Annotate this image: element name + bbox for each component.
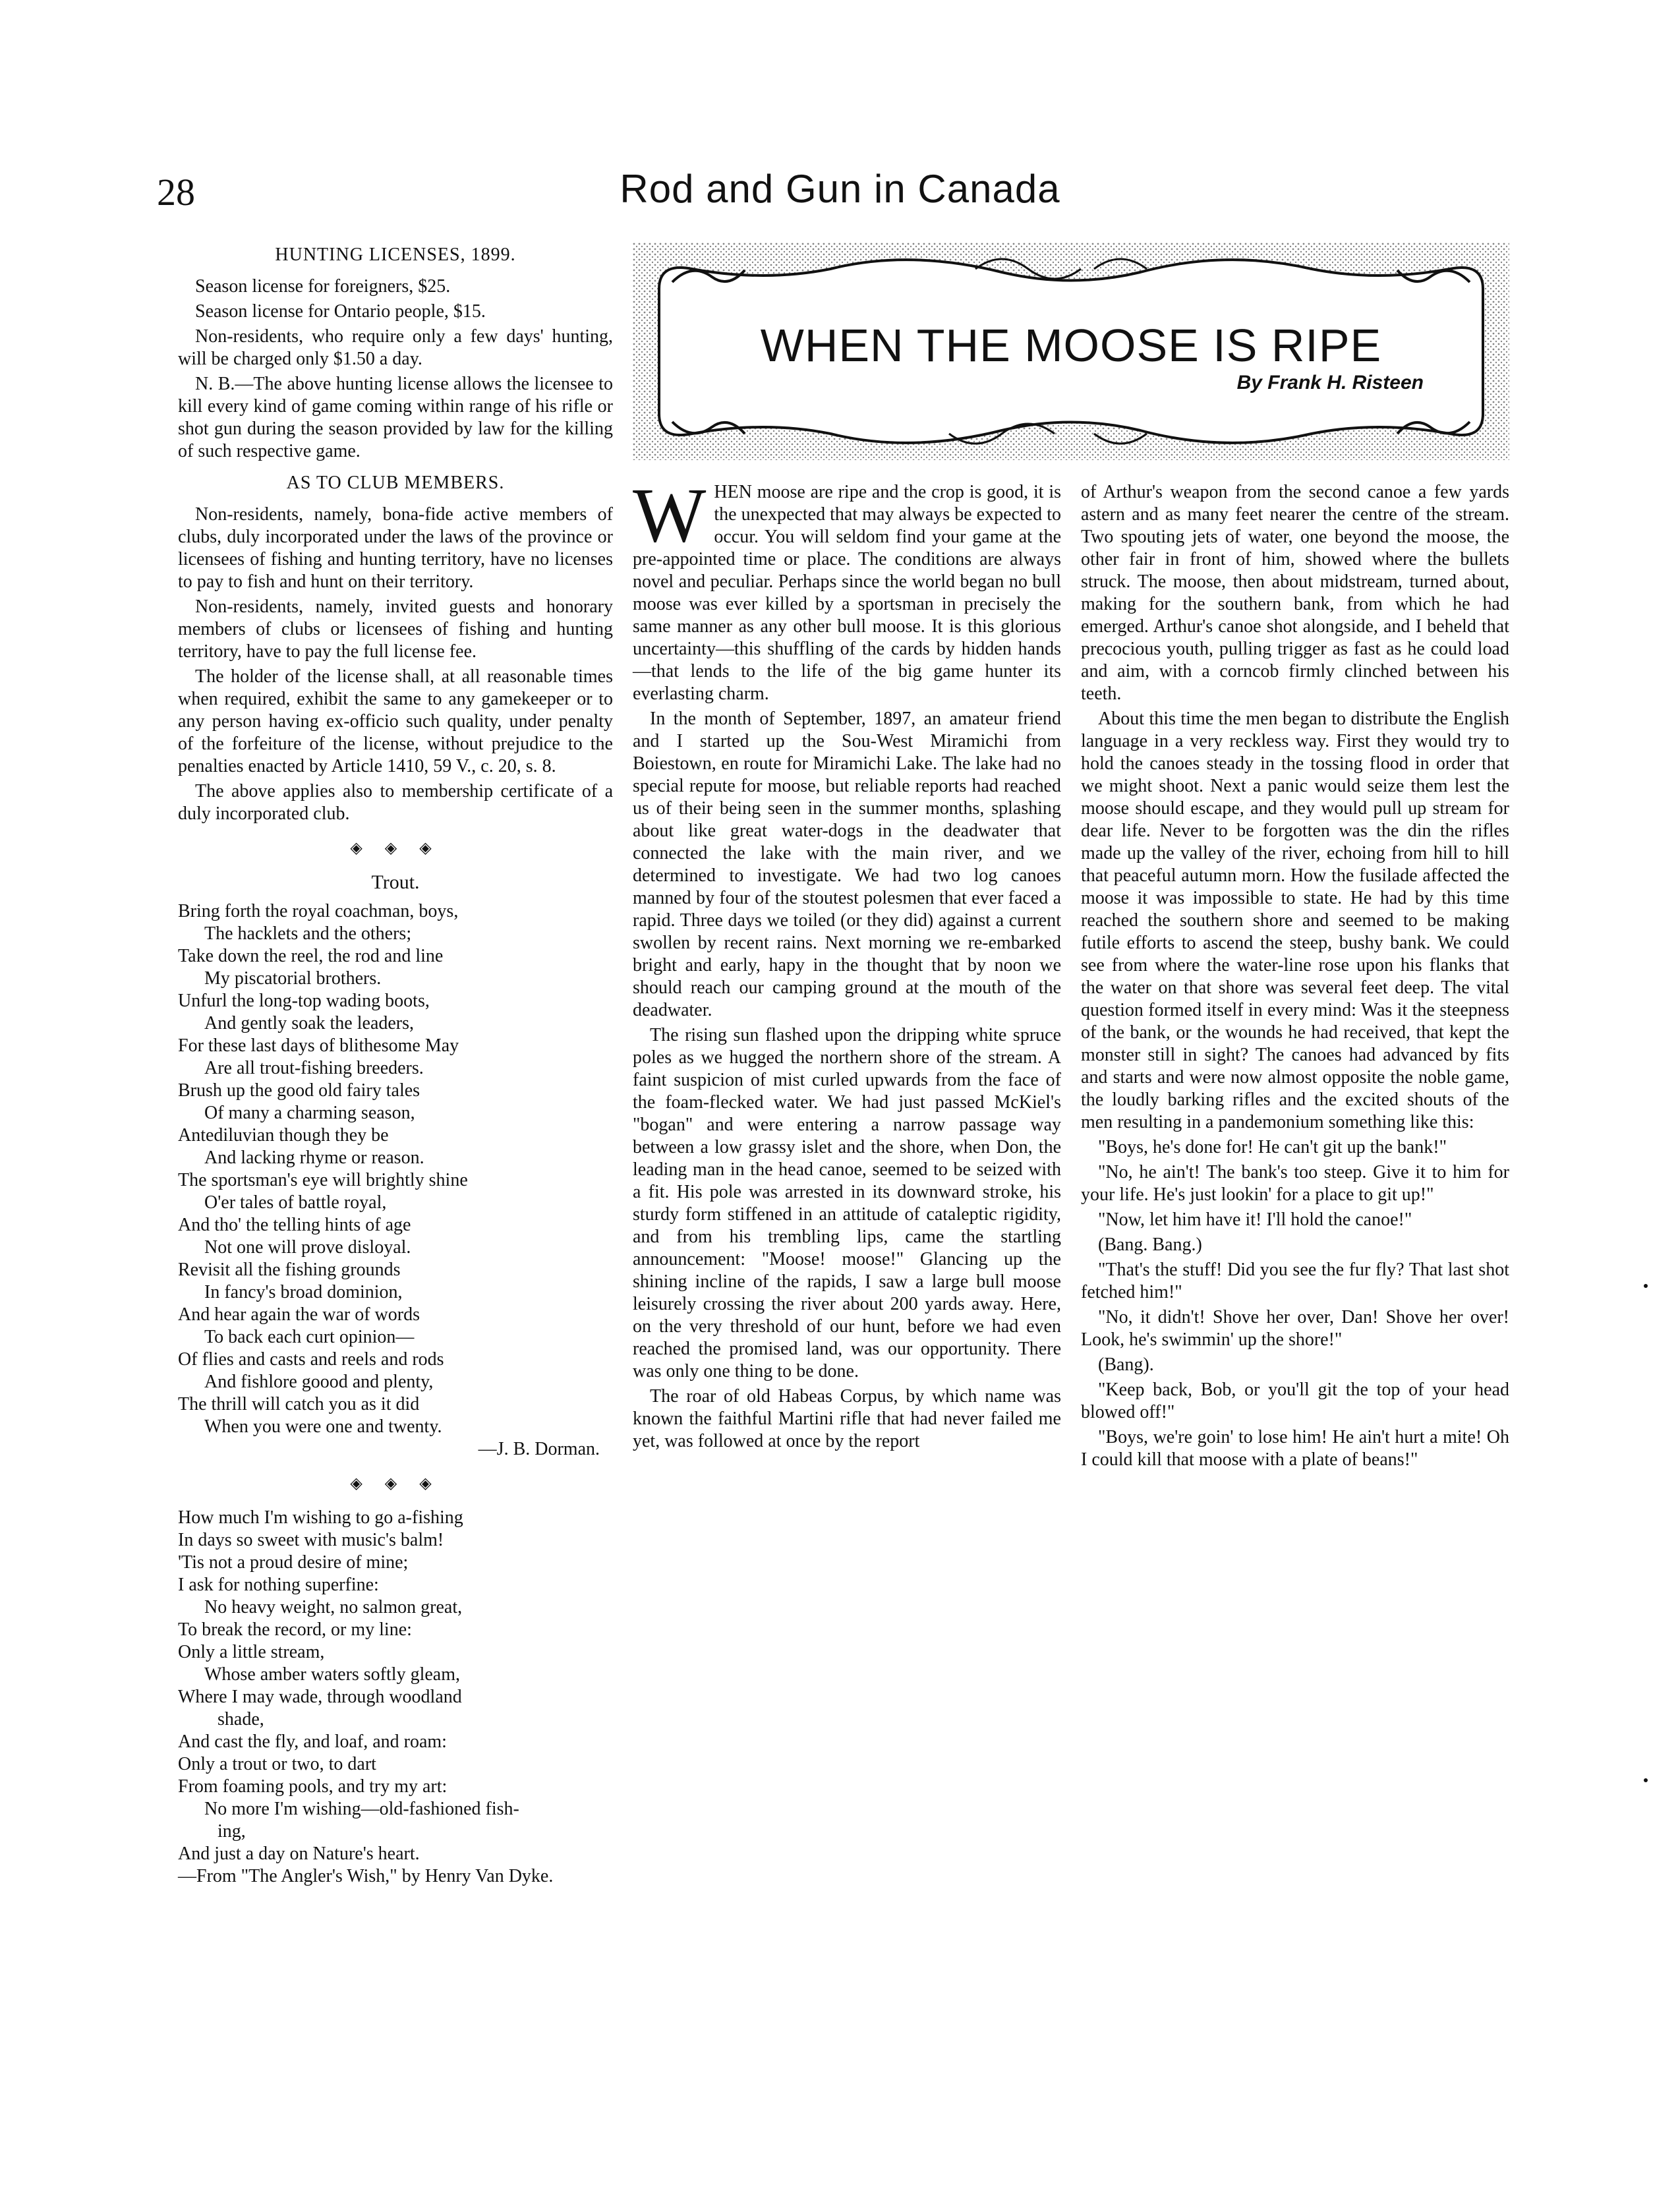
wish-source: —From "The Angler's Wish," by Henry Van Dyke. [178,1866,554,1886]
ornament-divider: ◈ ◈ ◈ [350,1475,441,1492]
poem-line: ing, [217,1821,246,1842]
article-paragraph: The roar of old Habeas Corpus, by which name was known the faithful Martini rifle that had never failed me yet, was followed at once by the report [633,1386,1061,1451]
article-paragraph: "No, he ain't! The bank's too steep. Give it to him for your life. He's just lookin' for a place to git up!" [1081,1162,1509,1205]
poem-line: Only a little stream, [178,1642,325,1662]
poem-line: Of many a charming season, [204,1103,415,1123]
article-paragraph: "Keep back, Bob, or you'll git the top of your head blowed off!" [1081,1380,1509,1422]
poem-line: No heavy weight, no salmon great, [204,1597,463,1617]
article-paragraph: "No, it didn't! Shove her over, Dan! Shove her over! Look, he's swimmin' up the shore!" [1081,1307,1509,1350]
article-paragraph: "That's the stuff! Did you see the fur fly? That last shot fetched him!" [1081,1260,1509,1302]
poem-line: Bring forth the royal coachman, boys, [178,901,459,921]
middle-column [633,472,1061,1455]
poem-line: Revisit all the fishing grounds [178,1260,401,1280]
running-title: Rod and Gun in Canada [620,167,1060,211]
article-paragraph: In the month of September, 1897, an amateur friend and I started up the Sou-West Miramichi from Boiestown, en route for Miramichi Lake. The lake had no special repute for moose, but reliable reports had reached us of their being seen in the summer months, splashing about like great water-dogs in the deadwater that connected the lake with the main river, and we determined to investigate. We had two log canoes manned by four of the stoutest polesmen that ever faced a rapid. Three days we toiled (or they did) against a current swollen by recent rains. Next morning we re-embarked bright and early, hapy in the thought that by noon we should reach our camping ground at the mouth of the deadwater. [633,709,1061,1020]
poem-line: I ask for nothing superfine: [178,1575,379,1595]
article-title-banner [633,243,1509,460]
poem-line: O'er tales of battle royal, [204,1192,387,1213]
trout-title: Trout. [371,871,420,893]
club-paragraph: Non-residents, namely, bona-fide active members of clubs, duly incorporated under the laws of the province or licensees of fishing and hunting territory, have no licenses to pay to fish and hunt on their territory. [178,504,613,592]
poem-line: To break the record, or my line: [178,1619,412,1640]
wish-poem [178,1507,613,1865]
article-paragraph: About this time the men began to distribute the English language in a very reckless way. First they would try to hold the canoes steady in the tossing flood in order that we might shoot. Next a panic would seize them lest the moose should escape, and they would pull up stream for dear life. Never to be forgotten was the din the rifles made up the valley of the river, echoing from hill to hill that peaceful autumn morn. How the fusilade affected the moose it was impossible to state. He had by this time reached the southern shore and seemed to be making futile efforts to ascend the steep, bushy bank. We could see from where the water-line rose upon his flanks that the water on that shore was several feet deep. The vital question formed itself in every mind: Was it the steepness of the bank, or the wounds he had received, that kept the monster still in sight? The canoes had advanced by fits and starts and were now almost opposite the noble game, the loudly barking rifles and the excited shouts of the men resulting in a pandemonium something like this: [1081,709,1509,1132]
poem-line: To back each curt opinion— [204,1327,415,1347]
club-paragraph: The above applies also to membership certificate of a duly incorporated club. [178,781,613,824]
poem-line: Are all trout-fishing breeders. [204,1058,424,1078]
poem-line: And hear again the war of words [178,1304,420,1325]
poem-line: And cast the fly, and loaf, and roam: [178,1731,447,1752]
poem-line: My piscatorial brothers. [204,968,382,989]
licenses-paragraph: Season license for foreigners, $25. [195,276,451,297]
drop-cap: W [633,472,707,558]
poem-line: The thrill will catch you as it did [178,1394,420,1414]
poem-line: Where I may wade, through woodland [178,1687,462,1707]
page-number: 28 [157,171,195,214]
trout-author: —J. B. Dorman. [478,1439,600,1459]
club-paragraph: The holder of the license shall, at all reasonable times when required, exhibit the same to any gamekeeper or to any person having ex-officio such quality, under penalty of the forfeiture of the license, without prejudice to the penalties enacted by Article 1410, 59 V., c. 20, s. 8. [178,666,613,776]
poem-line: When you were one and twenty. [204,1416,442,1437]
poem-line: The sportsman's eye will brightly shine [178,1170,468,1190]
trout-poem [178,900,613,1438]
poem-line: 'Tis not a proud desire of mine; [178,1552,409,1573]
poem-line: The hacklets and the others; [204,923,412,944]
poem-line: Of flies and casts and reels and rods [178,1349,444,1370]
article-paragraph: "Boys, he's done for! He can't git up the bank!" [1098,1137,1447,1157]
poem-line: In fancy's broad dominion, [204,1282,403,1302]
poem-line: And just a day on Nature's heart. [178,1844,420,1864]
article-paragraph: "Boys, we're goin' to lose him! He ain't hurt a mite! Oh I could kill that moose with a plate of beans!" [1081,1427,1509,1470]
poem-line: How much I'm wishing to go a-fishing [178,1507,463,1528]
article-paragraph: "Now, let him have it! I'll hold the canoe!" [1098,1209,1412,1230]
poem-line: In days so sweet with music's balm! [178,1530,444,1550]
poem-line: Brush up the good old fairy tales [178,1080,420,1101]
licenses-heading: HUNTING LICENSES, 1899. [275,245,516,265]
club-paragraph: Non-residents, namely, invited guests and honorary members of clubs or licensees of fishing and hunting territory, have to pay the full license fee. [178,596,613,662]
licenses-paragraph: Non-residents, who require only a few days' hunting, will be charged only $1.50 a day. [178,326,613,369]
article-paragraph: (Bang. Bang.) [1098,1235,1202,1255]
poem-line: And gently soak the leaders, [204,1013,415,1033]
licenses-paragraph: N. B.—The above hunting license allows the licensee to kill every kind of game coming within range of his rifle or shot gun during the season provided by law for the killing of such respective game. [178,374,613,461]
article-paragraph: of Arthur's weapon from the second canoe a few yards astern and as many feet nearer the centre of the stream. Two spouting jets of water, one beyond the moose, the other fair in front of him, showed where the bullets struck. The moose, then about midstream, turned about, making for the southern bank, from which he had emerged. Arthur's canoe shot alongside, and I beheld that precocious youth, pulling trigger as fast as he could load and aim, with a corncob firmly clinched between his teeth. [1081,482,1509,704]
article-opening [633,472,1061,705]
poem-line: Whose amber waters softly gleam, [204,1664,460,1685]
left-column [178,244,613,1888]
poem-line: And lacking rhyme or reason. [204,1148,424,1168]
article-paragraph: The rising sun flashed upon the dripping white spruce poles as we hugged the northern shore of the stream. A faint suspicion of mist curled upwards from the face of the foam-flecked water. We had just passed McKiel's "bogan" and were entering a narrow passage way between a low grassy islet and the shore, when Don, the leading man in the head canoe, seemed to be seized with a fit. His pole was arrested in its downward stroke, his sturdy form stiffened in an attitude of cataleptic rigidity, and from his trembling lips, came the startling announcement: "Moose! moose!" Glancing up the shining incline of the rapids, I saw a large bull moose leisurely crossing the river about 200 yards away. Here, on the very threshold of our hunt, before we had even reached the promised land, was our opportunity. There was only one thing to be done. [633,1025,1061,1381]
ornament-divider: ◈ ◈ ◈ [350,840,441,857]
article-paragraph: (Bang). [1098,1354,1154,1375]
article-opening-text: HEN moose are ripe and the crop is good, it is the unexpected that may always be expected to occur. You will seldom find your game at the pre-appointed time or place. The conditions are always novel and peculiar. Perhaps since the world began no bull moose was ever killed by a sportsman in precisely the same manner as any other bull moose. It is this glorious uncertainty—this shuffling of the cards by hidden hands—that lends to the life of the big game hunter its everlasting charm. [633,482,1061,704]
poem-line: And fishlore goood and plenty, [204,1372,434,1392]
poem-line: Only a trout or two, to dart [178,1754,376,1774]
poem-line: Antediluvian though they be [178,1125,389,1146]
poem-line: Take down the reel, the rod and line [178,946,444,966]
margin-speck [1644,1284,1648,1288]
poem-line: Not one will prove disloyal. [204,1237,411,1258]
right-column [1081,481,1509,1474]
article-byline: By Frank H. Risteen [1236,372,1424,393]
poem-line: No more I'm wishing—old-fashioned fish- [204,1799,519,1819]
poem-line: And tho' the telling hints of age [178,1215,411,1235]
poem-line: From foaming pools, and try my art: [178,1776,448,1797]
poem-line: shade, [217,1709,264,1730]
margin-speck [1644,1778,1648,1782]
poem-line: For these last days of blithesome May [178,1035,459,1056]
club-heading: AS TO CLUB MEMBERS. [286,473,505,493]
licenses-paragraph: Season license for Ontario people, $15. [195,301,486,322]
article-title: WHEN THE MOOSE IS RIPE [760,320,1382,371]
poem-line: Unfurl the long-top wading boots, [178,991,430,1011]
